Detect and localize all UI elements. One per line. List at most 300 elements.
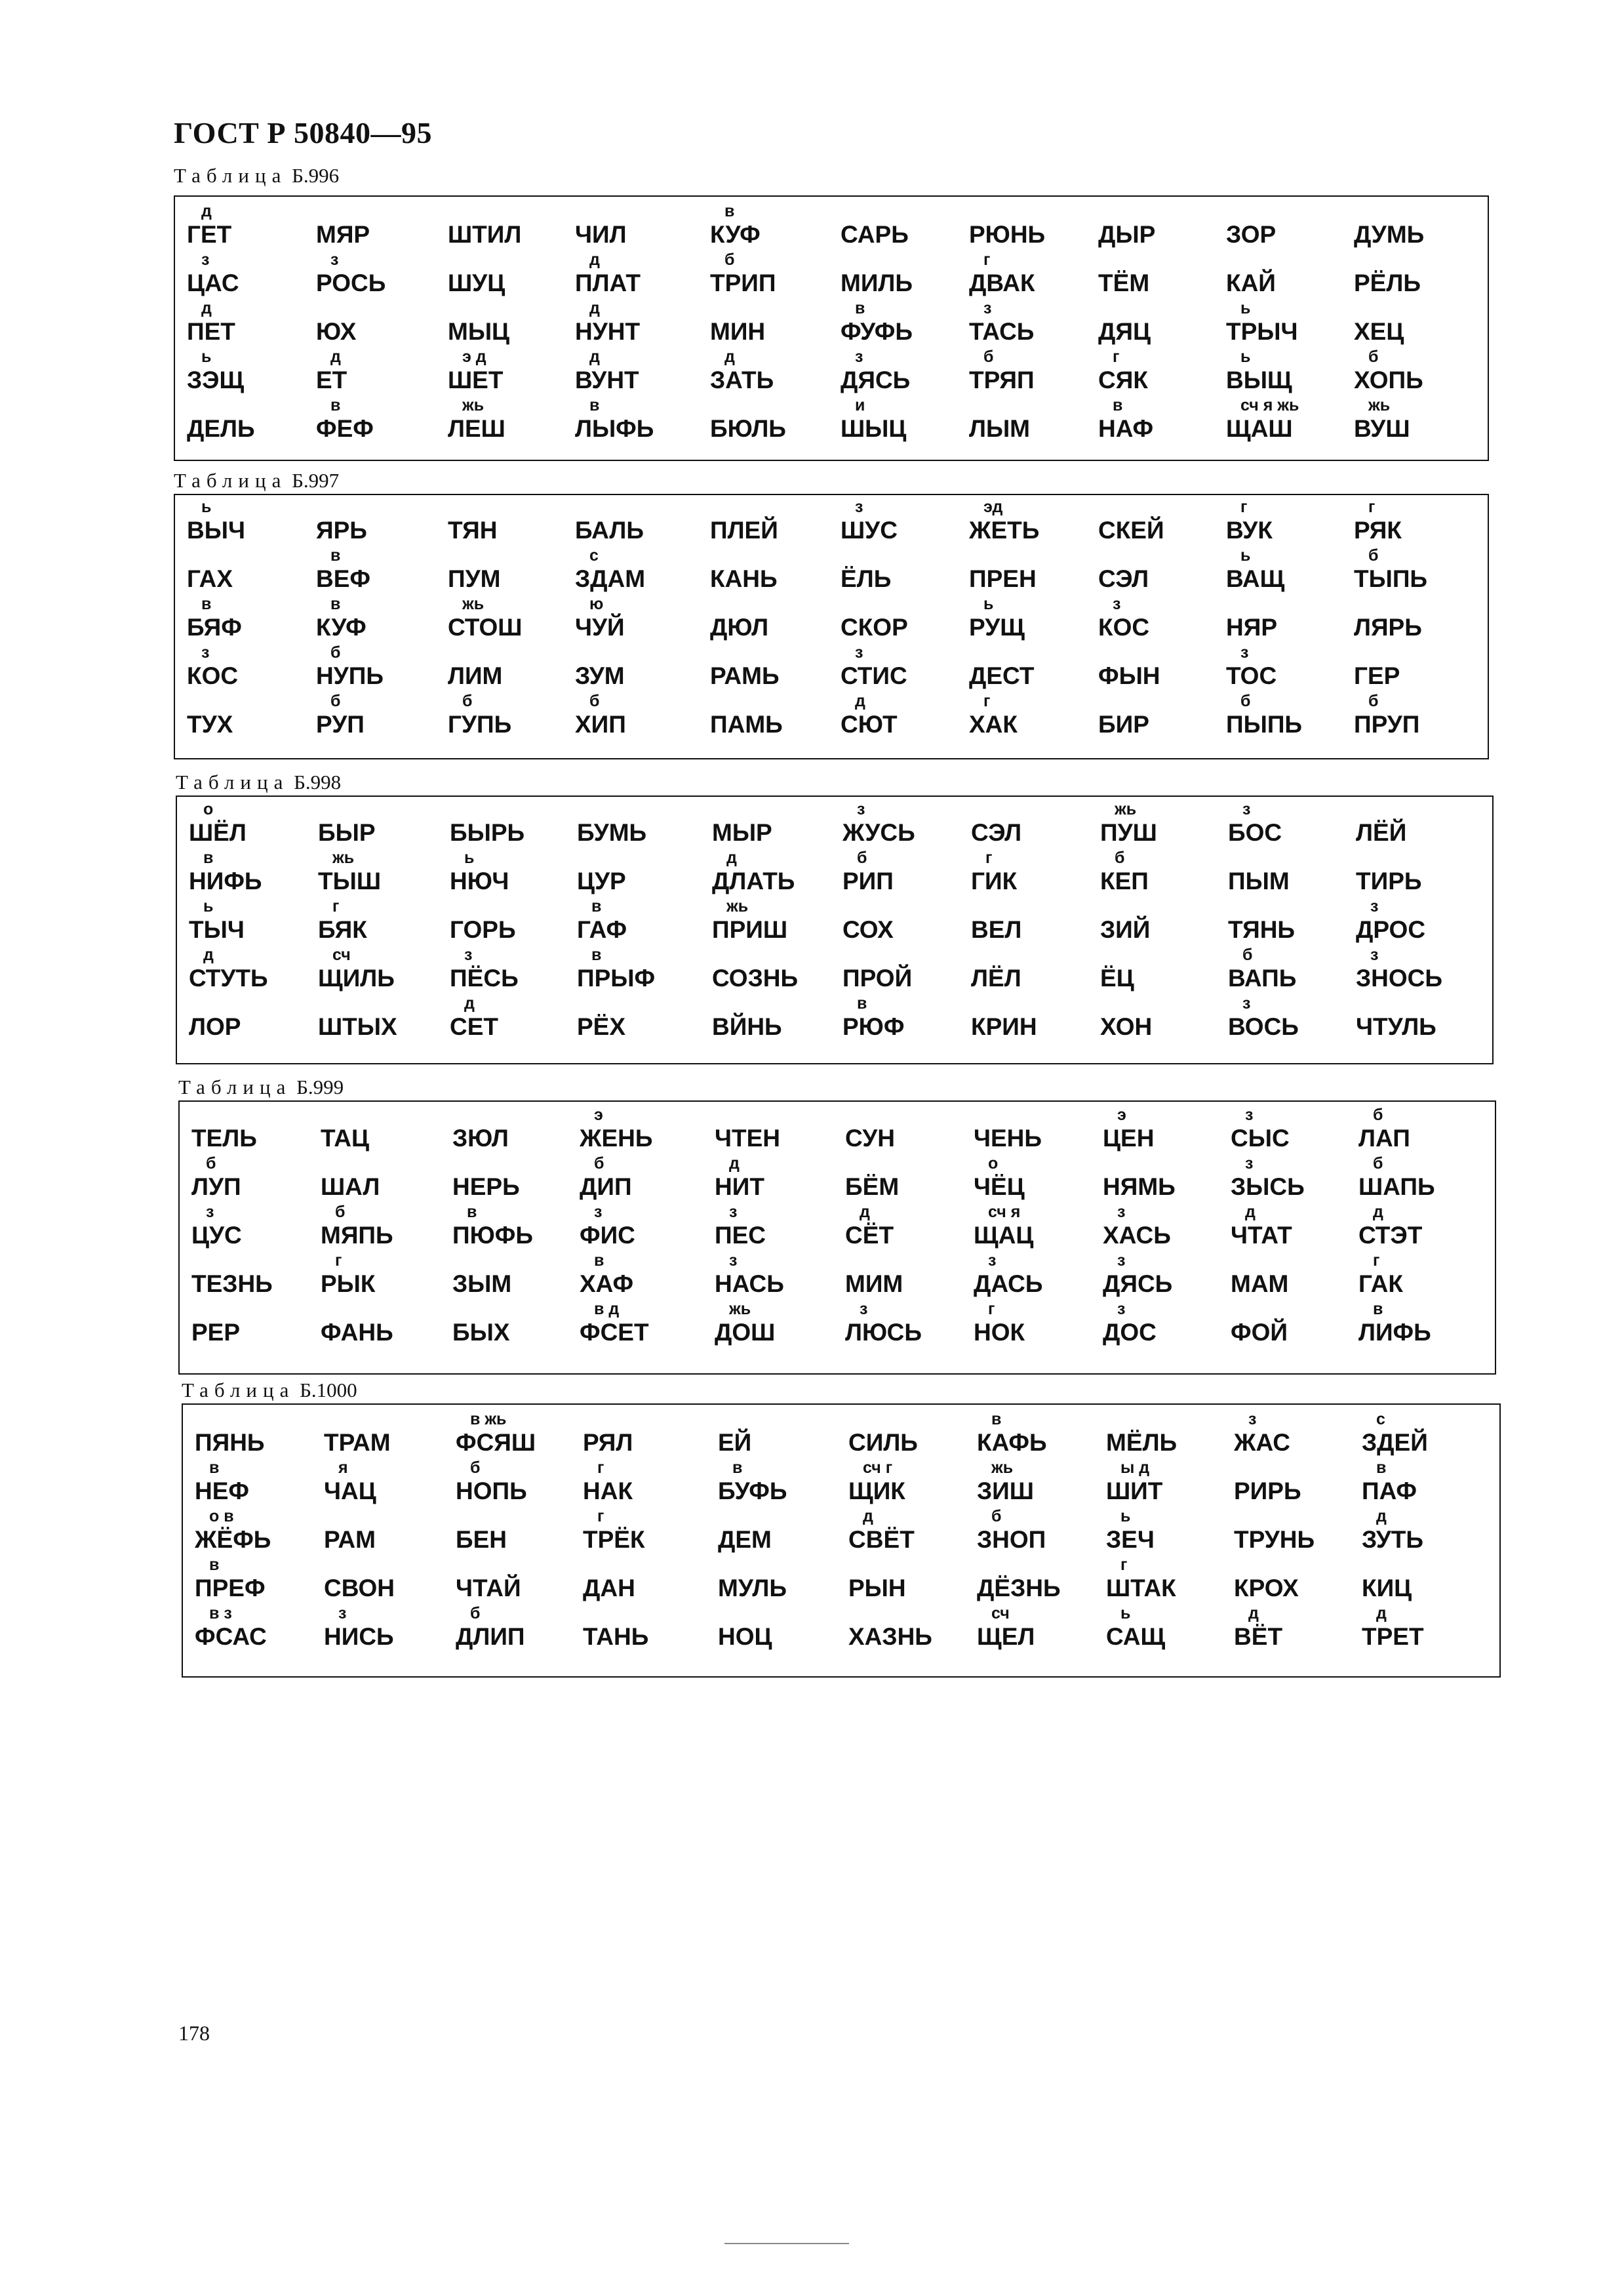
word-text: ЖЕТЬ	[969, 517, 1040, 544]
word-text: ПЛЕЙ	[710, 517, 778, 544]
superscript-mark: сч г	[863, 1459, 893, 1477]
superscript-mark: з	[1245, 1106, 1254, 1124]
word-text: ШУС	[841, 517, 898, 544]
word-text: ТРАМ	[324, 1429, 391, 1456]
word-text: ДЯСЬ	[841, 367, 911, 393]
word-text: НУПЬ	[316, 662, 384, 689]
word-text: МЫЦ	[448, 318, 510, 345]
word-text: ШАЛ	[321, 1173, 380, 1200]
word-text: ДОШ	[715, 1319, 776, 1346]
word-text: КАЙ	[1226, 270, 1276, 296]
superscript-mark: в	[203, 849, 214, 867]
word-text: ЗНОП	[977, 1526, 1046, 1553]
superscript-mark: з	[1113, 595, 1121, 613]
word-text: РЫН	[848, 1575, 906, 1601]
word-text: ДЕСТ	[969, 662, 1035, 689]
superscript-mark: ь	[1240, 546, 1251, 565]
word-text: РЁЛЬ	[1354, 270, 1421, 296]
word-text: ПЕС	[715, 1222, 766, 1249]
word-text: КРИН	[971, 1013, 1037, 1040]
superscript-mark: ь	[1240, 299, 1251, 317]
superscript-mark: д	[464, 994, 475, 1013]
superscript-mark: г	[332, 897, 340, 916]
superscript-mark: д	[860, 1203, 870, 1221]
word-text: ШТЫХ	[318, 1013, 397, 1040]
word-text: НИФЬ	[189, 868, 262, 895]
word-text: ЦАС	[187, 270, 239, 296]
word-text: ЗОР	[1226, 221, 1277, 248]
word-text: ЧАЦ	[324, 1478, 376, 1504]
word-text: ЛЕШ	[448, 415, 505, 442]
superscript-mark: д	[1376, 1507, 1387, 1525]
word-text: ТЯН	[448, 517, 498, 544]
superscript-mark: з	[330, 251, 339, 269]
word-text: ЕТ	[316, 367, 347, 393]
word-text: ЩАЦ	[974, 1222, 1034, 1249]
superscript-mark: з	[1370, 946, 1379, 964]
word-text: ДЯСЬ	[1103, 1270, 1173, 1297]
word-text: ТРЯП	[969, 367, 1035, 393]
superscript-mark: ь	[1120, 1507, 1131, 1525]
word-text: ЗЫМ	[452, 1270, 512, 1297]
word-text: ФУФЬ	[841, 318, 913, 345]
word-text: МЯПЬ	[321, 1222, 393, 1249]
word-text: СВОН	[324, 1575, 395, 1601]
word-text: КАФЬ	[977, 1429, 1047, 1456]
word-text: ХАФ	[580, 1270, 634, 1297]
word-text: ШЁЛ	[189, 819, 247, 846]
superscript-mark: в	[594, 1251, 604, 1270]
word-text: ЁЦ	[1100, 965, 1134, 992]
superscript-mark: д	[724, 348, 735, 366]
superscript-mark: жь	[462, 595, 485, 613]
superscript-mark: в д	[594, 1300, 620, 1318]
word-text: НЯР	[1226, 614, 1277, 641]
word-text: НОПЬ	[456, 1478, 527, 1504]
word-text: ВУК	[1226, 517, 1273, 544]
word-text: ЧЁЦ	[974, 1173, 1025, 1200]
word-text: СЭЛ	[1098, 565, 1149, 592]
superscript-mark: я	[338, 1459, 348, 1477]
superscript-mark: д	[201, 299, 212, 317]
word-text: ШИТ	[1106, 1478, 1163, 1504]
word-text: НАСЬ	[715, 1270, 784, 1297]
superscript-mark: жь	[726, 897, 749, 916]
superscript-mark: з	[988, 1251, 997, 1270]
word-text: СЭЛ	[971, 819, 1022, 846]
superscript-mark: в жь	[470, 1410, 507, 1428]
superscript-mark: з	[855, 348, 863, 366]
superscript-mark: ь	[203, 897, 214, 916]
superscript-mark: д	[589, 299, 600, 317]
word-text: ЗЮЛ	[452, 1125, 509, 1152]
superscript-mark: в	[591, 946, 602, 964]
word-text: ЧЕНЬ	[974, 1125, 1042, 1152]
superscript-mark: д	[203, 946, 214, 964]
superscript-mark: г	[983, 692, 991, 710]
word-text: ЗЭЩ	[187, 367, 245, 393]
word-text: СТЭТ	[1358, 1222, 1423, 1249]
word-text: ВАЩ	[1226, 565, 1285, 592]
word-text: ФСАС	[195, 1623, 267, 1650]
word-text: ПЛАТ	[575, 270, 641, 296]
word-text: ЗДЕЙ	[1362, 1429, 1428, 1456]
document-header: ГОСТ Р 50840—95	[174, 116, 432, 150]
word-text: ЛЮСЬ	[845, 1319, 922, 1346]
superscript-mark: б	[1368, 692, 1379, 710]
word-text: КАНЬ	[710, 565, 778, 592]
table-caption-number: Б.1000	[300, 1379, 357, 1401]
table-caption	[176, 771, 341, 794]
word-text: ТЫЧ	[189, 916, 245, 943]
word-text: БЫХ	[452, 1319, 510, 1346]
table-caption-number: Б.996	[292, 164, 340, 187]
superscript-mark: з	[206, 1203, 214, 1221]
word-text: ЧТУЛЬ	[1356, 1013, 1436, 1040]
word-text: ТЯНЬ	[1228, 916, 1296, 943]
word-text: ШТАК	[1106, 1575, 1176, 1601]
superscript-mark: д	[863, 1507, 873, 1525]
word-text: БЮЛЬ	[710, 415, 786, 442]
word-text: КЕП	[1100, 868, 1149, 895]
word-text: ТОС	[1226, 662, 1277, 689]
superscript-mark: г	[335, 1251, 342, 1270]
word-text: ДУМЬ	[1354, 221, 1425, 248]
word-text: ПЮФЬ	[452, 1222, 533, 1249]
word-text: ЖЁФЬ	[195, 1526, 271, 1553]
word-text: ЖУСЬ	[842, 819, 915, 846]
word-text: РУП	[316, 711, 365, 738]
word-text: НЕРЬ	[452, 1173, 520, 1200]
table-caption	[178, 1076, 344, 1099]
word-text: МАМ	[1231, 1270, 1289, 1297]
word-text: ТАЦ	[321, 1125, 370, 1152]
superscript-mark: жь	[729, 1300, 751, 1318]
word-text: ХИП	[575, 711, 626, 738]
word-text: ДЫР	[1098, 221, 1156, 248]
word-text: ЗИШ	[977, 1478, 1034, 1504]
word-text: БАЛЬ	[575, 517, 644, 544]
word-text: РАМЬ	[710, 662, 780, 689]
word-text: ТАСЬ	[969, 318, 1035, 345]
word-text: ПЫПЬ	[1226, 711, 1303, 738]
word-text: КУФ	[316, 614, 366, 641]
superscript-mark: г	[985, 849, 993, 867]
word-text: ЗЫСЬ	[1231, 1173, 1305, 1200]
word-text: ПЯНЬ	[195, 1429, 265, 1456]
word-text: ДВАК	[969, 270, 1035, 296]
page-number: 178	[178, 2021, 210, 2045]
superscript-mark: з	[464, 946, 473, 964]
superscript-mark: в	[201, 595, 212, 613]
superscript-mark: г	[597, 1507, 604, 1525]
word-text: СКЕЙ	[1098, 517, 1164, 544]
word-text: РЫК	[321, 1270, 376, 1297]
word-text: ЛЯРЬ	[1354, 614, 1422, 641]
superscript-mark: д	[589, 348, 600, 366]
word-text: ГУПЬ	[448, 711, 512, 738]
superscript-mark: г	[988, 1300, 995, 1318]
word-text: МЁЛЬ	[1106, 1429, 1178, 1456]
superscript-mark: з	[855, 498, 863, 516]
superscript-mark: г	[1240, 498, 1248, 516]
superscript-mark: жь	[462, 396, 485, 414]
word-text: ВУНТ	[575, 367, 639, 393]
word-text: СВЁТ	[848, 1526, 915, 1553]
word-text: ШЫЦ	[841, 415, 907, 442]
word-text: ЩЕЛ	[977, 1623, 1035, 1650]
word-text: СЫС	[1231, 1125, 1290, 1152]
superscript-mark: з	[857, 800, 865, 818]
word-text: ГАХ	[187, 565, 233, 592]
superscript-mark: жь	[991, 1459, 1014, 1477]
word-text: МЫР	[712, 819, 772, 846]
word-text: НИТ	[715, 1173, 764, 1200]
word-text: БОС	[1228, 819, 1282, 846]
superscript-mark: в	[591, 897, 602, 916]
superscript-mark: о	[988, 1154, 999, 1173]
word-text: ЗДАМ	[575, 565, 646, 592]
word-text: ФСЯШ	[456, 1429, 536, 1456]
word-text: БЕН	[456, 1526, 507, 1553]
word-text: ВЕФ	[316, 565, 370, 592]
word-text: ХАСЬ	[1103, 1222, 1171, 1249]
word-text: ЁЛЬ	[841, 565, 892, 592]
word-text: ДЛАТЬ	[712, 868, 795, 895]
word-text: САЩ	[1106, 1623, 1166, 1650]
superscript-mark: б	[206, 1154, 216, 1173]
word-text: ГАК	[1358, 1270, 1403, 1297]
superscript-mark: г	[1368, 498, 1376, 516]
word-text: СУН	[845, 1125, 895, 1152]
word-text: МЯР	[316, 221, 370, 248]
superscript-mark: з	[983, 299, 992, 317]
word-text: ЯРЬ	[316, 517, 367, 544]
word-text: РЁХ	[577, 1013, 626, 1040]
word-text: ФЕФ	[316, 415, 374, 442]
superscript-mark: б	[462, 692, 473, 710]
superscript-mark: сч	[332, 946, 351, 964]
superscript-mark: б	[1368, 546, 1379, 565]
word-text: ЛОР	[189, 1013, 241, 1040]
word-text: ЧТАТ	[1231, 1222, 1292, 1249]
superscript-mark: б	[1373, 1154, 1383, 1173]
word-text: ПУШ	[1100, 819, 1157, 846]
word-text: НОЦ	[718, 1623, 772, 1650]
word-text: ВЙНЬ	[712, 1013, 782, 1040]
superscript-mark: в	[330, 396, 341, 414]
superscript-mark: ь	[201, 348, 212, 366]
word-text: БЯФ	[187, 614, 242, 641]
word-text: ТРЕТ	[1362, 1623, 1424, 1650]
table-caption-prefix: Таблица	[182, 1379, 295, 1401]
word-text: ВОСЬ	[1228, 1013, 1299, 1040]
superscript-mark: д	[855, 692, 865, 710]
word-text: ЩАШ	[1226, 415, 1293, 442]
word-text: РЮНЬ	[969, 221, 1046, 248]
word-text: ВЁТ	[1234, 1623, 1283, 1650]
word-text: ЗЕЧ	[1106, 1526, 1155, 1553]
word-text: РОСЬ	[316, 270, 386, 296]
word-text: ДИП	[580, 1173, 632, 1200]
superscript-mark: д	[729, 1154, 740, 1173]
superscript-mark: б	[1242, 946, 1253, 964]
superscript-mark: д	[589, 251, 600, 269]
word-text: КИЦ	[1362, 1575, 1412, 1601]
word-text: ХЕЦ	[1354, 318, 1404, 345]
word-text: ДОС	[1103, 1319, 1157, 1346]
word-text: ДРОС	[1356, 916, 1426, 943]
word-text: СЕТ	[450, 1013, 498, 1040]
superscript-mark: в	[330, 595, 341, 613]
superscript-mark: б	[1373, 1106, 1383, 1124]
superscript-mark: в	[1376, 1459, 1387, 1477]
superscript-mark: ь	[1240, 348, 1251, 366]
word-text: РЮФ	[842, 1013, 905, 1040]
word-text: ЛЁЛ	[971, 965, 1021, 992]
table-caption	[174, 469, 339, 493]
superscript-mark: з	[594, 1203, 603, 1221]
superscript-mark: д	[1376, 1604, 1387, 1622]
superscript-mark: в	[724, 202, 735, 220]
word-text: СЁТ	[845, 1222, 894, 1249]
table-caption-prefix: Таблица	[174, 164, 287, 187]
superscript-mark: з	[201, 251, 210, 269]
superscript-mark: б	[857, 849, 867, 867]
superscript-mark: э	[594, 1106, 603, 1124]
superscript-mark: в	[467, 1203, 477, 1221]
word-text: ХОПЬ	[1354, 367, 1423, 393]
superscript-mark: г	[983, 251, 991, 269]
word-text: ПАМЬ	[710, 711, 783, 738]
superscript-mark: б	[589, 692, 600, 710]
word-text: СИЛЬ	[848, 1429, 918, 1456]
word-text: МИН	[710, 318, 766, 345]
word-text: ЩИЛЬ	[318, 965, 395, 992]
word-text: ВЫЩ	[1226, 367, 1292, 393]
superscript-mark: в	[732, 1459, 743, 1477]
word-text: ЛИМ	[448, 662, 503, 689]
word-text: ЛИФЬ	[1358, 1319, 1431, 1346]
superscript-mark: ю	[589, 595, 604, 613]
superscript-mark: д	[1373, 1203, 1383, 1221]
word-text: ГОРЬ	[450, 916, 516, 943]
word-text: ЧУЙ	[575, 614, 625, 641]
table-caption	[174, 164, 339, 188]
superscript-mark: с	[1376, 1410, 1385, 1428]
word-text: РЯЛ	[583, 1429, 633, 1456]
word-text: ТЫШ	[318, 868, 382, 895]
table-caption-prefix: Таблица	[178, 1076, 292, 1098]
word-text: МИМ	[845, 1270, 903, 1297]
superscript-mark: б	[1368, 348, 1379, 366]
superscript-mark: сч я	[988, 1203, 1021, 1221]
word-text: КОС	[1098, 614, 1150, 641]
word-text: ЦУР	[577, 868, 626, 895]
word-text: ТИРЬ	[1356, 868, 1422, 895]
superscript-mark: б	[594, 1154, 604, 1173]
word-text: ТАНЬ	[583, 1623, 649, 1650]
superscript-mark: з	[855, 643, 863, 662]
word-text: ВЫЧ	[187, 517, 245, 544]
word-text: ЦУС	[191, 1222, 242, 1249]
word-text: СОХ	[842, 916, 894, 943]
word-text: ДАН	[583, 1575, 635, 1601]
superscript-mark: з	[729, 1203, 738, 1221]
superscript-mark: б	[724, 251, 735, 269]
word-text: ТРЫЧ	[1226, 318, 1298, 345]
word-text: ПРУП	[1354, 711, 1420, 738]
word-text: ТРИП	[710, 270, 776, 296]
word-text: ШУЦ	[448, 270, 505, 296]
word-text: СТУТЬ	[189, 965, 268, 992]
word-text: СЮТ	[841, 711, 898, 738]
superscript-mark: б	[991, 1507, 1002, 1525]
word-text: ПЁСЬ	[450, 965, 519, 992]
word-text: НАФ	[1098, 415, 1154, 442]
superscript-mark: в	[1373, 1300, 1383, 1318]
word-text: НЮЧ	[450, 868, 509, 895]
superscript-mark: в	[1113, 396, 1123, 414]
superscript-mark: в	[589, 396, 600, 414]
superscript-mark: з	[1240, 643, 1249, 662]
word-text: ШТИЛ	[448, 221, 522, 248]
word-text: ЖАС	[1234, 1429, 1290, 1456]
superscript-mark: б	[470, 1604, 481, 1622]
superscript-mark: д	[1245, 1203, 1256, 1221]
superscript-mark: з	[1117, 1203, 1126, 1221]
superscript-mark: в	[209, 1459, 220, 1477]
word-text: ЖЕНЬ	[580, 1125, 653, 1152]
superscript-mark: эд	[983, 498, 1003, 516]
word-text: ХОН	[1100, 1013, 1153, 1040]
superscript-mark: э	[1117, 1106, 1126, 1124]
word-text: НИСЬ	[324, 1623, 394, 1650]
word-text: ГЕТ	[187, 221, 232, 248]
superscript-mark: б	[330, 643, 341, 662]
word-text: ЗУМ	[575, 662, 625, 689]
word-text: ФОЙ	[1231, 1319, 1288, 1346]
word-text: ДАСЬ	[974, 1270, 1043, 1297]
word-text: БИР	[1098, 711, 1149, 738]
word-text: ТЁМ	[1098, 270, 1150, 296]
word-text: КУФ	[710, 221, 761, 248]
word-text: БЫРЬ	[450, 819, 525, 846]
word-text: ДЁЗНЬ	[977, 1575, 1061, 1601]
word-text: ЗУТЬ	[1362, 1526, 1423, 1553]
superscript-mark: б	[1240, 692, 1251, 710]
superscript-mark: ы д	[1120, 1459, 1150, 1477]
word-text: ЧТАЙ	[456, 1575, 521, 1601]
superscript-mark: з	[1245, 1154, 1254, 1173]
superscript-mark: жь	[1115, 800, 1137, 818]
table-caption-number: Б.997	[292, 469, 340, 492]
word-text: ПЫМ	[1228, 868, 1290, 895]
word-text: ШЕТ	[448, 367, 504, 393]
superscript-mark: б	[470, 1459, 481, 1477]
table-caption	[182, 1379, 357, 1402]
superscript-mark: г	[597, 1459, 604, 1477]
superscript-mark: жь	[1368, 396, 1391, 414]
superscript-mark: в	[857, 994, 867, 1013]
superscript-mark: з	[729, 1251, 738, 1270]
superscript-mark: о	[203, 800, 214, 818]
superscript-mark: ь	[201, 498, 212, 516]
superscript-mark: з	[1242, 800, 1251, 818]
word-text: КОС	[187, 662, 239, 689]
superscript-mark: в	[330, 546, 341, 565]
word-text: ЗНОСЬ	[1356, 965, 1442, 992]
